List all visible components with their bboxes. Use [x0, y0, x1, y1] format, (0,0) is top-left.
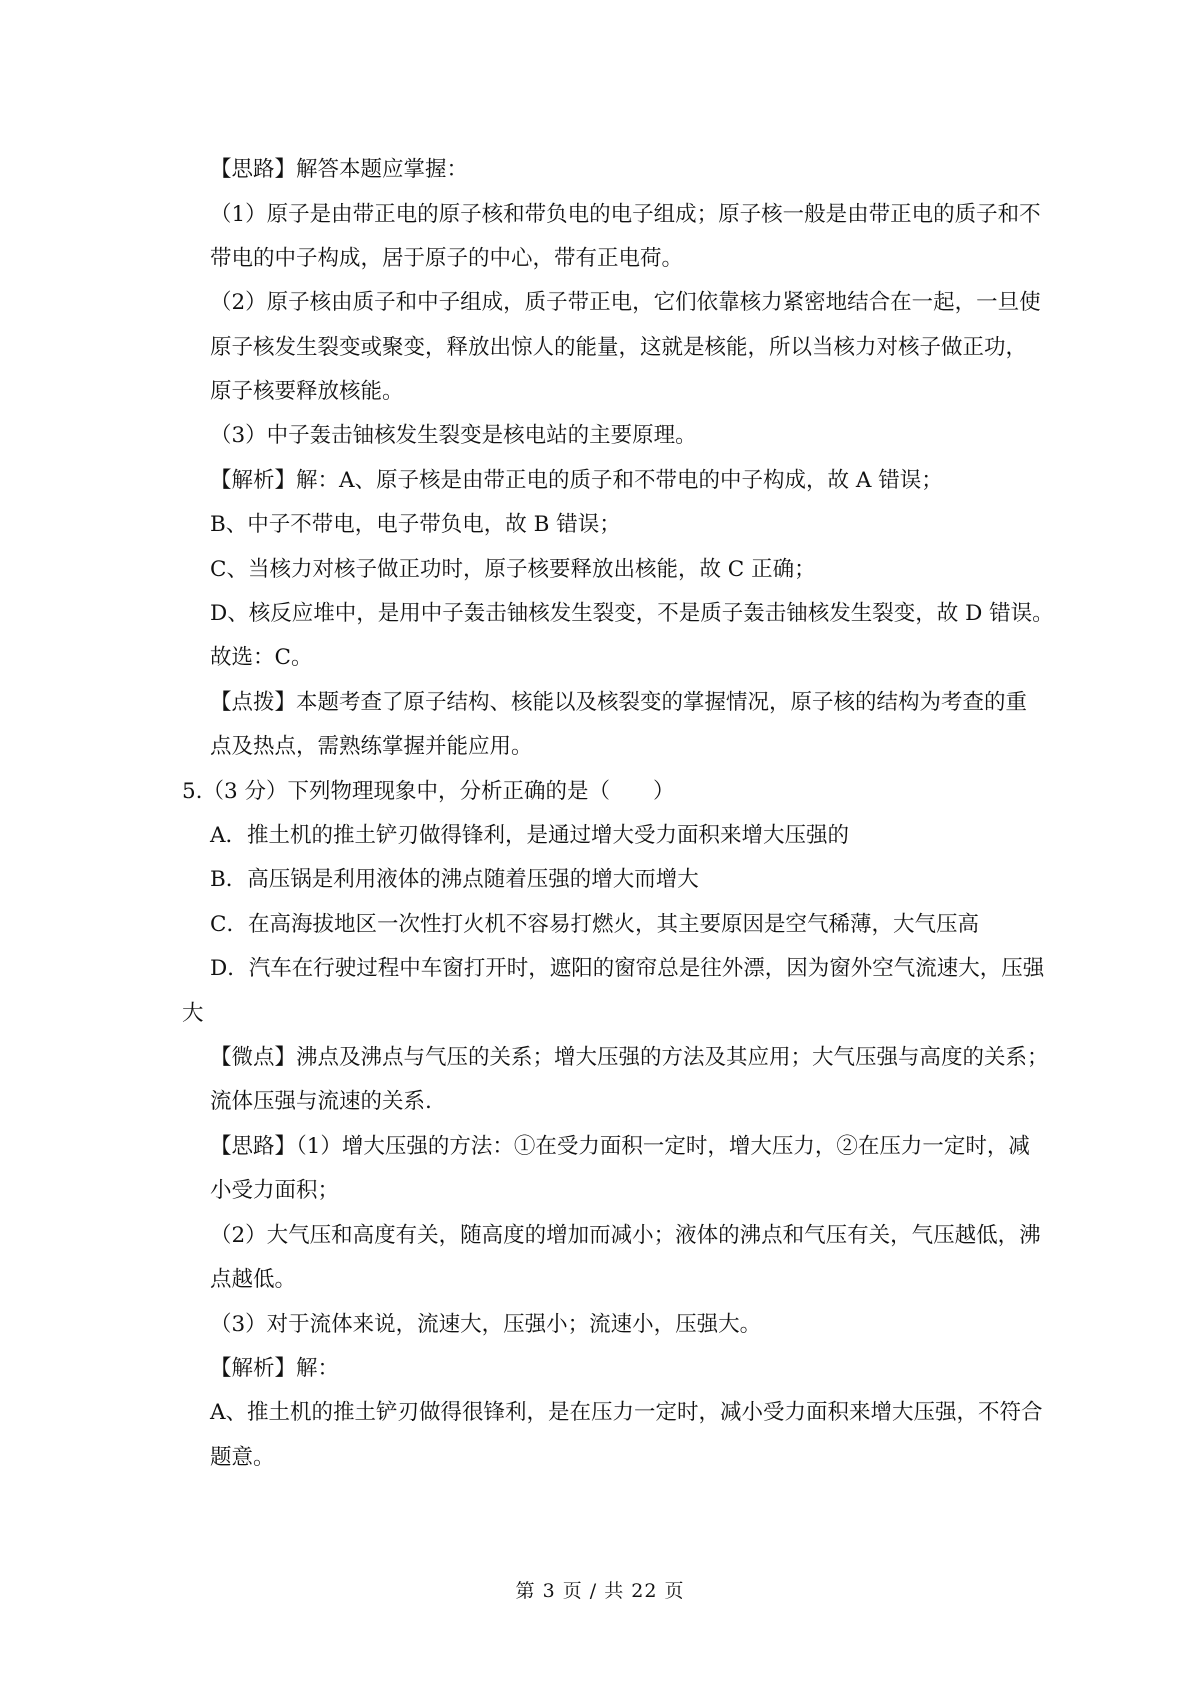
text-line: 【解析】解：	[210, 1356, 340, 1381]
text-line: 原子核要释放核能。	[210, 379, 404, 404]
text-line: 带电的中子构成，居于原子的中心，带有正电荷。	[210, 246, 684, 271]
text-line: （3）中子轰击铀核发生裂变是核电站的主要原理。	[210, 423, 697, 448]
text-line: 【思路】解答本题应掌握：	[210, 157, 469, 182]
text-line: 点及热点，需熟练掌握并能应用。	[210, 734, 533, 759]
text-line: 大	[182, 1001, 204, 1026]
text-line: 原子核发生裂变或聚变，释放出惊人的能量，这就是核能，所以当核力对核子做正功，	[210, 335, 1028, 360]
option-a: A．推土机的推土铲刃做得锋利，是通过增大受力面积来增大压强的	[210, 823, 850, 848]
text-line: 【点拨】本题考查了原子结构、核能以及核裂变的掌握情况，原子核的结构为考查的重	[210, 690, 1028, 715]
page-number-footer: 第 3 页 / 共 22 页	[515, 1580, 685, 1602]
option-c: C．在高海拔地区一次性打火机不容易打燃火，其主要原因是空气稀薄，大气压高	[210, 912, 979, 937]
text-line: （2）原子核由质子和中子组成，质子带正电，它们依靠核力紧密地结合在一起，一旦使	[210, 290, 1041, 315]
text-line: 点越低。	[210, 1267, 297, 1292]
text-line: 流体压强与流速的关系.	[210, 1089, 432, 1114]
text-line: （3）对于流体来说，流速大，压强小；流速小，压强大。	[210, 1312, 762, 1337]
text-line: 【解析】解：A、原子核是由带正电的质子和不带电的中子构成，故 A 错误；	[210, 468, 943, 493]
text-line: 故选：C。	[210, 645, 313, 670]
question-heading: 5.（3 分）下列物理现象中，分析正确的是（ ）	[182, 779, 675, 804]
text-line: B、中子不带电，电子带负电，故 B 错误；	[210, 512, 621, 537]
text-line: D、核反应堆中，是用中子轰击铀核发生裂变，不是质子轰击铀核发生裂变，故 D 错误。	[210, 601, 1054, 626]
text-line: 【微点】沸点及沸点与气压的关系；增大压强的方法及其应用；大气压强与高度的关系；	[210, 1045, 1049, 1070]
text-line: （1）原子是由带正电的原子核和带负电的电子组成；原子核一般是由带正电的质子和不	[210, 202, 1041, 227]
text-line: 【思路】（1）增大压强的方法：①在受力面积一定时，增大压力，②在压力一定时，减	[210, 1134, 1030, 1159]
text-line: 题意。	[210, 1445, 275, 1470]
text-line: 小受力面积；	[210, 1178, 340, 1203]
text-line: A、推土机的推土铲刃做得很锋利，是在压力一定时，减小受力面积来增大压强，不符合	[210, 1400, 1043, 1425]
text-line: C、当核力对核子做正功时，原子核要释放出核能，故 C 正确；	[210, 557, 816, 582]
text-line: （2）大气压和高度有关，随高度的增加而减小；液体的沸点和气压有关，气压越低，沸	[210, 1223, 1041, 1248]
option-b: B．高压锅是利用液体的沸点随着压强的增大而增大	[210, 867, 699, 892]
option-d: D．汽车在行驶过程中车窗打开时，遮阳的窗帘总是往外漂，因为窗外空气流速大，压强	[210, 956, 1045, 981]
